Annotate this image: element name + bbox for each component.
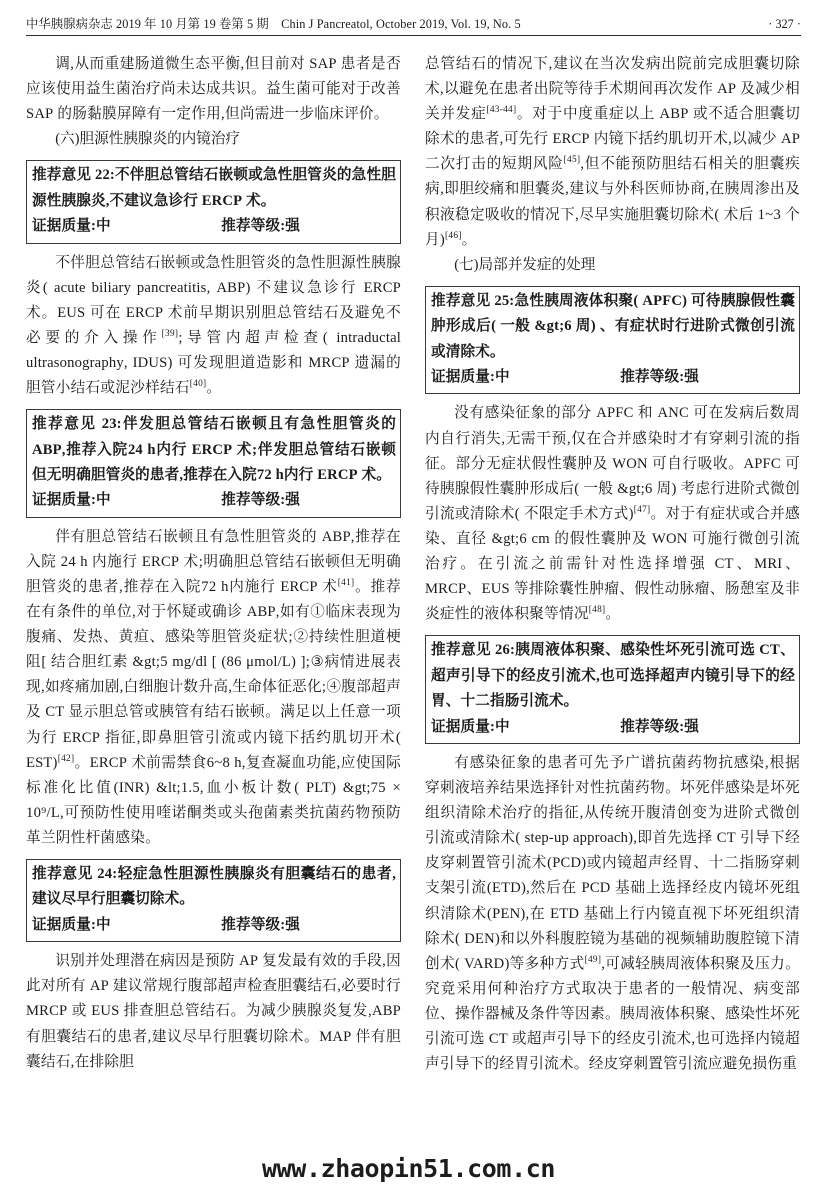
evidence-quality-23: 证据质量:中 [32,492,111,509]
paragraph-cholecystectomy-continued: 总管结石的情况下,建议在当次发病出院前完成胆囊切除术,以避免在患者出院等待手术期间再次发作 AP 及减少相关并发症[43-44]。对于中度重症以上 ABP 或不适合胆囊切除术的患者,可先行 ERCP 内镜下括约肌切开术,以减少 AP 二次打击的短期风险[45],但不能预防胆结石相关的胆囊疾病,即胆绞痛和胆囊炎,建议与外科医师协商,在胰周渗出及积液稳定吸收的情况下,尽早实施胆囊切除术( 术后 1~3 个月)[46]。 [425,56,801,248]
recommendation-23-text: 推荐意见 23:伴发胆总管结石嵌顿且有急性胆管炎的 ABP,推荐入院24 h内行 ERCP 术;伴发胆总管结石嵌顿但无明确胆管炎的患者,推荐在入院72 h内行 ERCP 术。 [32,416,397,483]
page-header [26,14,801,36]
recommendation-grade-24: 推荐等级:强 [221,916,300,933]
evidence-quality-26: 证据质量:中 [431,718,510,735]
recommendation-24-text: 推荐意见 24:轻症急性胆源性胰腺炎有胆囊结石的患者,建议尽早行胆囊切除术。 [32,866,396,908]
reference-marker: [41] [337,578,355,589]
evidence-quality-22: 证据质量:中 [32,218,111,235]
paragraph-after-rec-23: 伴有胆总管结石嵌顿且有急性胆管炎的 ABP,推荐在入院 24 h 内施行 ERCP 术;明确胆总管结石嵌顿但无明确胆管炎的患者,推荐在入院72 h内施行 ERCP 术[41]。推荐在有条件的单位,对于怀疑或确诊 ABP,如有①临床表现为腹痛、发热、黄疸、感染等胆管炎症状;②持续性胆道梗阻[ 结合胆红素 &gt;5 mg/dl [ (86 μmol/L) ];③病情进展表现,如疼痛加剧,白细胞计数升高,生命体征恶化;④腹部超声及 CT 显示胆总管或胰管有结石嵌顿。满足以上任意一项为行 ERCP 指征,即鼻胆管引流或内镜下括约肌切开术( EST)[42]。ERCP 术前需禁食6~8 h,复查凝血功能,应使国际标准化比值(INR) &lt;1.5,血小板计数( PLT) &gt;75 × 10⁹/L,可预防性使用喹诺酮类或头孢菌素类抗菌药物预防革兰阴性杆菌感染。 [26,528,402,846]
recommendation-box-26 [425,635,800,744]
reference-marker: [49] [584,954,602,965]
reference-marker: [43-44] [486,105,517,116]
recommendation-22-meta [32,214,396,239]
recommendation-24-meta [32,913,396,938]
recommendation-25-meta [431,365,795,390]
recommendation-22-text: 推荐意见 22:不伴胆总管结石嵌顿或急性胆管炎的急性胆源性胰腺炎,不建议急诊行 ERCP 术。 [32,167,396,209]
recommendation-box-23 [26,409,401,518]
reference-marker: [39] [161,329,179,340]
recommendation-box-22 [26,160,401,243]
journal-citation: 中华胰腺病杂志 2019 年 10 月第 19 卷第 5 期 Chin J Pancreatol, October 2019, Vol. 19, No. 5 [26,17,521,31]
reference-marker: [46] [445,230,462,241]
paragraph-after-rec-22: 不伴胆总管结石嵌顿或急性胆管炎的急性胆源性胰腺炎( acute biliary pancreatitis, ABP) 不建议急诊行 ERCP 术。EUS 可在 ERCP 术前早期识别胆总管结石及避免不必要的介入操作[39];导管内超声检查( intraductal ultrasonography, IDUS) 可发现胆道造影和 MRCP 遗漏的胆管小结石或泥沙样结石[40]。 [26,254,402,397]
recommendation-box-25 [425,286,800,395]
reference-marker: [48] [588,605,606,616]
recommendation-25-text: 推荐意见 25:急性胰周液体积聚( APFC) 可待胰腺假性囊肿形成后( 一般 &gt;6 周) 、有症状时行进阶式微创引流或清除术。 [431,292,795,360]
evidence-quality-25: 证据质量:中 [431,369,510,386]
evidence-quality-24: 证据质量:中 [32,916,111,933]
reference-marker: [42] [57,753,75,764]
recommendation-box-24 [26,859,401,942]
reference-marker: [40] [189,379,207,390]
recommendation-grade-23: 推荐等级:强 [221,492,300,509]
recommendation-26-text: 推荐意见 26:胰周液体积聚、感染性坏死引流可选 CT、超声引导下的经皮引流术,也可选择超声内镜引导下的经胃、十二指肠引流术。 [431,642,795,710]
section-heading-seven: (七)局部并发症的处理 [454,256,596,273]
paragraph-after-rec-24: 识别并处理潜在病因是预防 AP 复发最有效的手段,因此对所有 AP 建议常规行腹部超声检查胆囊结石,必要时行 MRCP 或 EUS 排查胆总管结石。为减少胰腺炎复发,ABP 有胆囊结石的患者,建议尽早行胆囊切除术。MAP 伴有胆囊结石,在排除胆 [26,953,402,1070]
section-heading-six: (六)胆源性胰腺炎的内镜治疗 [55,131,241,148]
paragraph-after-rec-25: 没有感染征象的部分 APFC 和 ANC 可在发病后数周内自行消失,无需干预,仅在合并感染时才有穿刺引流的指征。部分无症状假性囊肿及 WON 可自行吸收。APFC 可待胰腺假性囊肿形成后( 一般 &gt;6 周) 考虑行进阶式微创引流或清除术( 不限定手术方式)[47]。对于有症状或合并感染、直径 &gt;6 cm 的假性囊肿及 WON 可施行微创引流治疗。在引流之前需针对性选择增强 CT、MRI、MRCP、EUS 等排除囊性肿瘤、假性动脉瘤、肠憩室及非炎症性的液体积聚等情况[48]。 [425,405,801,623]
recommendation-26-meta [431,715,795,740]
right-column [425,52,800,1192]
reference-marker: [45] [563,155,581,166]
reference-marker: [47] [633,504,651,515]
site-watermark: www.zhaopin51.com.cn [262,1154,556,1183]
left-column [26,52,401,1192]
recommendation-grade-22: 推荐等级:强 [221,218,300,235]
paragraph-probiotics-continued: 调,从而重建肠道微生态平衡,但目前对 SAP 患者是否应该使用益生菌治疗尚未达成共识。益生菌可能对于改善 SAP 的肠黏膜屏障有一定作用,但尚需进一步临床评价。 [26,56,402,123]
recommendation-grade-26: 推荐等级:强 [620,718,699,735]
page-number: · 327 · [768,17,801,31]
recommendation-grade-25: 推荐等级:强 [620,369,699,386]
recommendation-23-meta [32,488,396,513]
two-column-body [26,52,801,1192]
paragraph-after-rec-26: 有感染征象的患者可先予广谱抗菌药物抗感染,根据穿刺液培养结果选择针对性抗菌药物。坏死伴感染是坏死组织清除术治疗的指征,从传统开腹清创变为进阶式微创引流或清除术( step-up approach),即首先选择 CT 引导下经皮穿刺置管引流术(PCD)或内镜超声经胃、十二指肠穿刺支架引流(ETD),然后在 PCD 基础上选择经皮内镜坏死组织清除术(PEN),在 ETD 基础上行内镜直视下坏死组织清除术( DEN)和以外科腹腔镜为基础的视频辅助腹腔镜下清创术( VARD)等多种方式[49],可减轻胰周液体积聚及压力。究竟采用何种治疗方式取决于患者的一般情况、病变部位、操作器械及条件等因素。胰周液体积聚、感染性坏死引流可选 CT 或超声引导下的经皮引流术,也可选择内镜超声引导下的经胃引流术。经皮穿刺置管引流应避免损伤重 [425,754,801,1073]
